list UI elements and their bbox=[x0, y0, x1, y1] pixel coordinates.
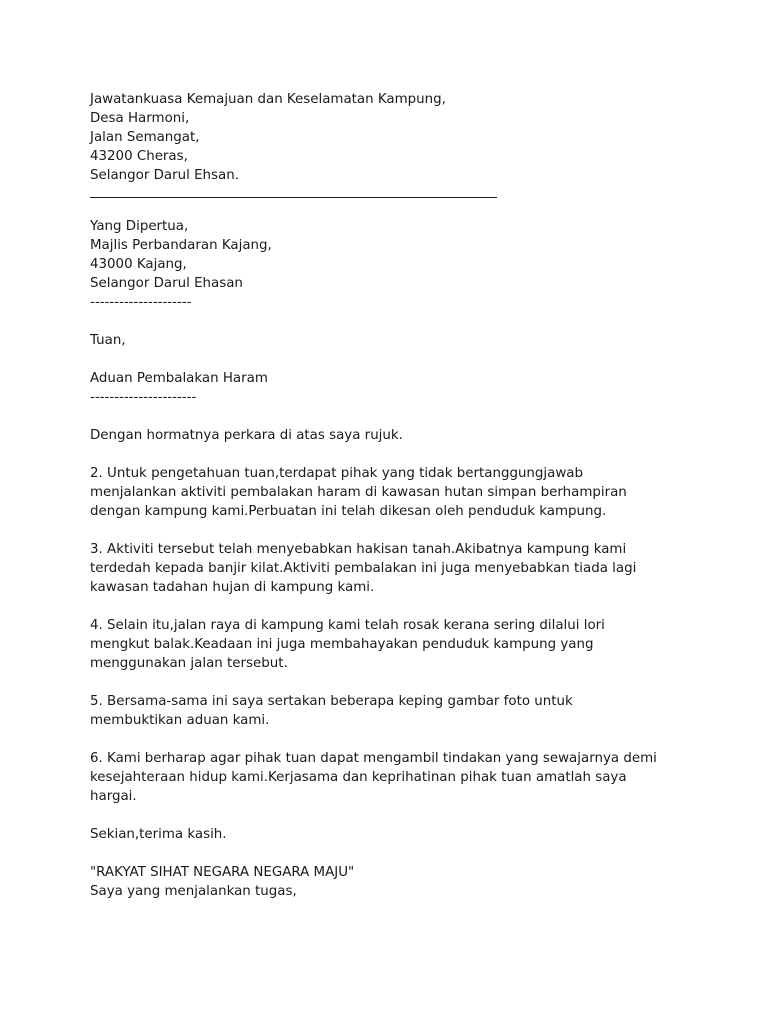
sender-line: Desa Harmoni, bbox=[90, 111, 190, 126]
recipient-line: 43000 Kajang, bbox=[90, 257, 187, 272]
recipient-line: Selangor Darul Ehasan bbox=[90, 276, 243, 291]
paragraph-4 bbox=[90, 616, 730, 673]
closing-line: Sekian,terima kasih. bbox=[90, 827, 227, 842]
paragraph-3 bbox=[90, 540, 730, 597]
letter bbox=[90, 90, 730, 901]
sender-address bbox=[90, 90, 730, 185]
subject bbox=[90, 369, 730, 407]
paragraph-line: menjalankan aktiviti pembalakan haram di kawasan hutan simpan berhampiran bbox=[90, 485, 627, 500]
sender-line: Selangor Darul Ehsan. bbox=[90, 168, 239, 183]
subject-title: Aduan Pembalakan Haram bbox=[90, 371, 268, 386]
recipient-underline: --------------------- bbox=[90, 295, 192, 310]
salutation: Tuan, bbox=[90, 333, 126, 348]
sender-line: Jalan Semangat, bbox=[90, 130, 200, 145]
paragraph-line: kesejahteraan hidup kami.Kerjasama dan keprihatinan pihak tuan amatlah saya bbox=[90, 770, 627, 785]
paragraph-line: 3. Aktiviti tersebut telah menyebabkan hakisan tanah.Akibatnya kampung kami bbox=[90, 542, 627, 557]
recipient-line: Majlis Perbandaran Kajang, bbox=[90, 238, 272, 253]
sender-line: Jawatankuasa Kemajuan dan Keselamatan Kampung, bbox=[90, 92, 446, 107]
paragraph-line: 6. Kami berharap agar pihak tuan dapat mengambil tindakan yang sewajarnya demi bbox=[90, 751, 657, 766]
paragraph-line: menggunakan jalan tersebut. bbox=[90, 656, 288, 671]
paragraph-line: hargai. bbox=[90, 789, 137, 804]
paragraph-line: terdedah kepada banjir kilat.Aktiviti pembalakan ini juga menyebabkan tiada lagi bbox=[90, 561, 637, 576]
paragraph-line: membuktikan aduan kami. bbox=[90, 713, 270, 728]
paragraph-line: mengkut balak.Keadaan ini juga membahayakan penduduk kampung yang bbox=[90, 637, 594, 652]
paragraph-2 bbox=[90, 464, 730, 521]
recipient-line: Yang Dipertua, bbox=[90, 219, 189, 234]
signoff: Saya yang menjalankan tugas, bbox=[90, 884, 297, 899]
paragraph-line: dengan kampung kami.Perbuatan ini telah dikesan oleh penduduk kampung. bbox=[90, 504, 607, 519]
paragraph-line: kawasan tadahan hujan di kampung kami. bbox=[90, 580, 375, 595]
paragraph-line: 4. Selain itu,jalan raya di kampung kami telah rosak kerana sering dilalui lori bbox=[90, 618, 605, 633]
paragraph-line: 2. Untuk pengetahuan tuan,terdapat pihak yang tidak bertanggungjawab bbox=[90, 466, 584, 481]
sender-line: 43200 Cheras, bbox=[90, 149, 188, 164]
paragraph-line: 5. Bersama-sama ini saya sertakan beberapa keping gambar foto untuk bbox=[90, 694, 573, 709]
opening-line: Dengan hormatnya perkara di atas saya rujuk. bbox=[90, 428, 403, 443]
motto: "RAKYAT SIHAT NEGARA NEGARA MAJU" bbox=[90, 865, 355, 880]
paragraph-6 bbox=[90, 749, 730, 806]
subject-underline: ---------------------- bbox=[90, 390, 197, 405]
paragraph-5 bbox=[90, 692, 730, 730]
recipient-address bbox=[90, 217, 730, 312]
